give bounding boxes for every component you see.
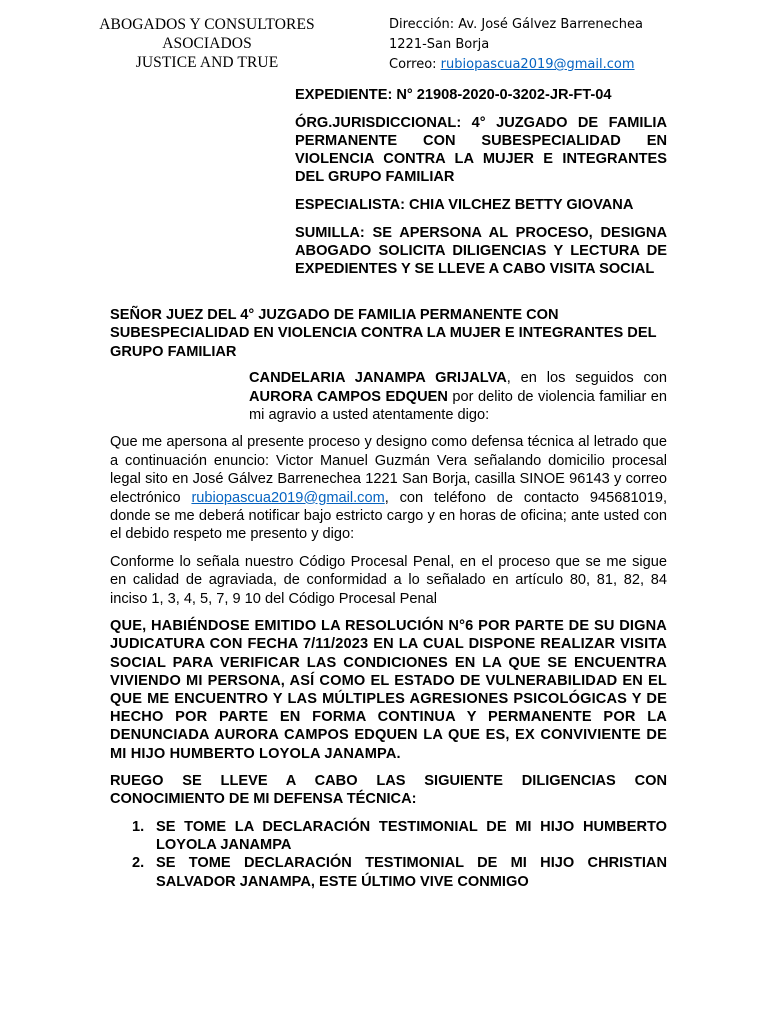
case-header (295, 86, 667, 288)
email-label: Correo: (389, 57, 441, 72)
firm-name-line-2: ASOCIADOS (162, 35, 252, 52)
firm-name (84, 15, 330, 72)
petitioner-text-1: , en los seguidos con (506, 370, 667, 387)
legal-basis-paragraph: Conforme lo señala nuestro Código Procesal Penal, en el proceso que se me sigue en calidad de agraviada, de conformidad a lo señalado en artículo 80, 81, 82, 84 inciso 1, 3, 4, 5, 7, 9 10 del Código Procesal Penal (110, 553, 667, 607)
expediente-number: EXPEDIENTE: N° 21908-2020-0-3202-JR-FT-04 (295, 87, 612, 103)
diligences-list (110, 818, 667, 892)
addressee-heading: SEÑOR JUEZ DEL 4° JUZGADO DE FAMILIA PERMANENTE CON SUBESPECIALIDAD EN VIOLENCIA CONTRA LA MUJER E INTEGRANTES DEL GRUPO FAMILIAR (110, 307, 657, 360)
list-item-number: 2. (132, 855, 145, 872)
firm-address (389, 15, 643, 75)
organo-jurisdiccional: ÓRG.JURISDICCIONAL: 4° JUZGADO DE FAMILIA PERMANENTE CON SUBESPECIALIDAD EN VIOLENCIA CONTRA LA MUJER E INTEGRANTES DEL GRUPO FAMILIAR (295, 115, 667, 185)
petitioner-paragraph (249, 369, 667, 424)
appearance-text-2: , con teléfono de contacto 945681019, donde se me deberá notificar bajo estricto cargo y en horas de oficina; ante usted con el debido respeto me presento y digo: (110, 489, 667, 543)
list-item (110, 854, 667, 891)
district-line: 1221-San Borja (389, 37, 490, 52)
appearance-paragraph (110, 433, 667, 543)
sumilla: SUMILLA: SE APERSONA AL PROCESO, DESIGNA ABOGADO SOLICITA DILIGENCIAS Y LECTURA DE EXPEDIENTES Y SE LLEVE A CABO VISITA SOCIAL (295, 225, 667, 277)
document-body (110, 306, 667, 891)
list-item-text: SE TOME DECLARACIÓN TESTIMONIAL DE MI HIJO CHRISTIAN SALVADOR JANAMPA, ESTE ÚLTIMO VIVE CONMIGO (156, 855, 667, 890)
defendant-name: AURORA CAMPOS EDQUEN (249, 388, 448, 405)
address-line: Dirección: Av. José Gálvez Barrenechea (389, 17, 644, 32)
list-item (110, 818, 667, 855)
list-item-text: SE TOME LA DECLARACIÓN TESTIMONIAL DE MI HIJO HUMBERTO LOYOLA JANAMPA (156, 818, 667, 853)
letterhead-email-link[interactable]: rubiopascua2019@gmail.com (440, 57, 635, 72)
petitioner-name: CANDELARIA JANAMPA GRIJALVA (249, 370, 507, 387)
petitioner-text-2: por delito de violencia familiar en mi agravio a usted atentamente digo: (249, 388, 668, 424)
request-paragraph: RUEGO SE LLEVE A CABO LAS SIGUIENTE DILIGENCIAS CON CONOCIMIENTO DE MI DEFENSA TÉCNICA: (110, 772, 667, 808)
appearance-text-1: Que me apersona al presente proceso y designo como defensa técnica al letrado que a continuación enuncio: Victor Manuel Guzmán Vera señalando domicilio procesal legal sito en José Gálvez Barrenechea 1221 San Borja, casilla SINOE 96143 y correo electrónico (110, 434, 667, 506)
especialista: ESPECIALISTA: CHIA VILCHEZ BETTY GIOVANA (295, 197, 634, 213)
firm-name-line-3: JUSTICE AND TRUE (135, 54, 279, 71)
firm-name-line-1: ABOGADOS Y CONSULTORES (99, 16, 315, 33)
body-email-link[interactable]: rubiopascua2019@gmail.com (191, 489, 385, 506)
list-item-number: 1. (132, 818, 145, 835)
resolution-paragraph: QUE, HABIÉNDOSE EMITIDO LA RESOLUCIÓN N°6 POR PARTE DE SU DIGNA JUDICATURA CON FECHA 7/11/2023 EN LA CUAL DISPONE REALIZAR VISITA SOCIAL PARA VERIFICAR LAS CONDICIONES EN LA QUE SE ENCUENTRA VIVIENDO MI PERSONA, ASÍ COMO EL ESTADO DE VULNERABILIDAD EN EL QUE ME ENCUENTRO Y LAS MÚLTIPLES AGRESIONES PSICOLÓGICAS Y DE HECHO POR PARTE EN FORMA CONTINUA Y PERMANENTE POR LA DENUNCIADA AURORA CAMPOS EDQUEN LA QUE ES, EX CONVIVIENTE DE MI HIJO HUMBERTO LOYOLA JANAMPA. (110, 618, 667, 762)
email-line (389, 55, 643, 75)
